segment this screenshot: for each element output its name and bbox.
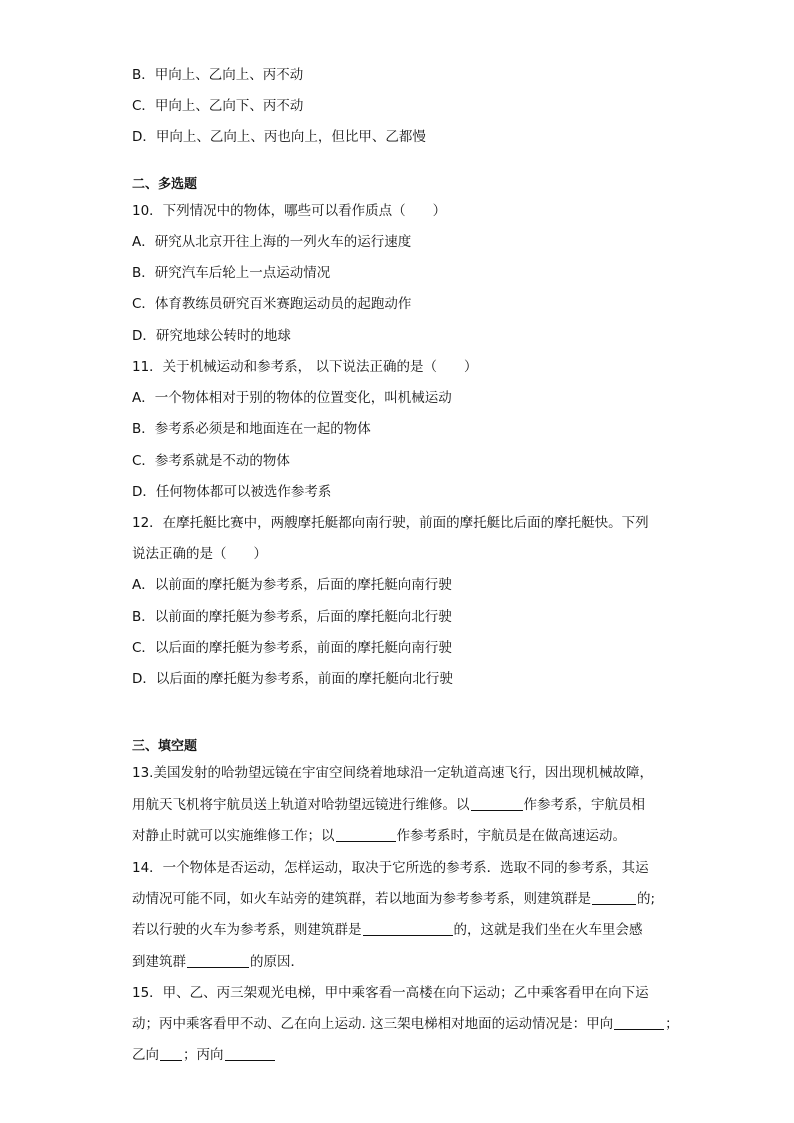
q10-option-d: D．研究地球公转时的地球	[132, 328, 291, 344]
q13-line2-text-a: 用航天飞机将宇航员送上轨道对哈勃望远镜进行维修。以	[132, 797, 470, 813]
q15-line2-text-a: 动；丙中乘客看甲不动、乙在向上运动. 这三架电梯相对地面的运动情况是：甲向	[132, 1016, 614, 1032]
q14-blank-1[interactable]	[592, 890, 636, 905]
q14-line4-text-a: 到建筑群	[132, 954, 186, 970]
q10-option-a: A．研究从北京开往上海的一列火车的运行速度	[132, 234, 412, 250]
q11-option-a: A．一个物体相对于别的物体的位置变化，叫机械运动	[132, 390, 452, 406]
q12-option-a: A．以前面的摩托艇为参考系，后面的摩托艇向南行驶	[132, 577, 452, 593]
q15-line2-text-b: ；	[665, 1016, 679, 1032]
q13-line1: 13.美国发射的哈勃望远镜在宇宙空间绕着地球沿一定轨道高速飞行，因出现机械故障，	[132, 765, 653, 781]
q14-line1: 14．一个物体是否运动，怎样运动，取决于它所选的参考系．选取不同的参考系，其运	[132, 860, 649, 876]
q11-option-d: D．任何物体都可以被选作参考系	[132, 484, 332, 500]
q14-line2-text-a: 动情况可能不同，如火车站旁的建筑群，若以地面为参考参考系，则建筑群是	[132, 891, 591, 907]
q13-blank-2[interactable]	[336, 827, 396, 842]
q14-line3	[132, 920, 643, 940]
q13-line3-text-b: 作参考系时，宇航员是在做高速运动。	[396, 828, 626, 844]
q15-blank-2[interactable]	[160, 1046, 182, 1061]
q11-option-c: C．参考系就是不动的物体	[132, 453, 290, 469]
q11-stem: 11．关于机械运动和参考系， 以下说法正确的是（ ）	[132, 359, 478, 375]
q14-line3-text-a: 若以行驶的火车为参考系，则建筑群是	[132, 922, 362, 938]
q15-line3-text-a: 乙向	[132, 1047, 159, 1063]
q13-blank-1[interactable]	[471, 796, 523, 811]
section-title-multi-choice: 二、多选题	[132, 177, 198, 192]
q14-blank-2[interactable]	[363, 921, 453, 936]
q11-option-b: B．参考系必须是和地面连在一起的物体	[132, 421, 371, 437]
q15-line2	[132, 1014, 679, 1034]
q12-stem-line1: 12．在摩托艇比赛中，两艘摩托艇都向南行驶，前面的摩托艇比后面的摩托艇快。下列	[132, 515, 649, 531]
q9-option-d: D．甲向上、乙向上、丙也向上，但比甲、乙都慢	[132, 129, 426, 145]
q10-stem: 10．下列情况中的物体，哪些可以看作质点（ ）	[132, 203, 447, 219]
q13-line3-text-a: 对静止时就可以实施维修工作；以	[132, 828, 335, 844]
q14-line2	[132, 889, 655, 909]
q12-stem-line2: 说法正确的是（ ）	[132, 546, 267, 562]
q14-line2-text-b: 的;	[637, 891, 656, 907]
q14-line3-text-b: 的，这就是我们坐在火车里会感	[453, 922, 643, 938]
q15-line1: 15．甲、乙、丙三架观光电梯，甲中乘客看一高楼在向下运动；乙中乘客看甲在向下运	[132, 985, 649, 1001]
q13-line2	[132, 795, 645, 815]
q13-line3	[132, 826, 626, 846]
q12-option-b: B．以前面的摩托艇为参考系，后面的摩托艇向北行驶	[132, 609, 452, 625]
q15-line3-text-b: ；丙向	[183, 1047, 224, 1063]
q15-blank-1[interactable]	[614, 1015, 664, 1030]
q15-blank-3[interactable]	[225, 1046, 275, 1061]
q12-option-c: C．以后面的摩托艇为参考系，前面的摩托艇向南行驶	[132, 640, 452, 656]
section-title-fill-blank: 三、填空题	[132, 739, 198, 754]
q12-option-d: D．以后面的摩托艇为参考系，前面的摩托艇向北行驶	[132, 671, 453, 687]
q9-option-c: C．甲向上、乙向下、丙不动	[132, 98, 304, 114]
q9-option-b: B．甲向上、乙向上、丙不动	[132, 67, 304, 83]
q10-option-c: C．体育教练员研究百米赛跑运动员的起跑动作	[132, 296, 412, 312]
q10-option-b: B．研究汽车后轮上一点运动情况	[132, 265, 331, 281]
q14-line4-text-b: 的原因．	[250, 954, 304, 970]
q14-blank-3[interactable]	[187, 953, 249, 968]
q13-line2-text-b: 作参考系，宇航员相	[523, 797, 645, 813]
q14-line4	[132, 952, 304, 972]
q15-line3	[132, 1045, 276, 1065]
